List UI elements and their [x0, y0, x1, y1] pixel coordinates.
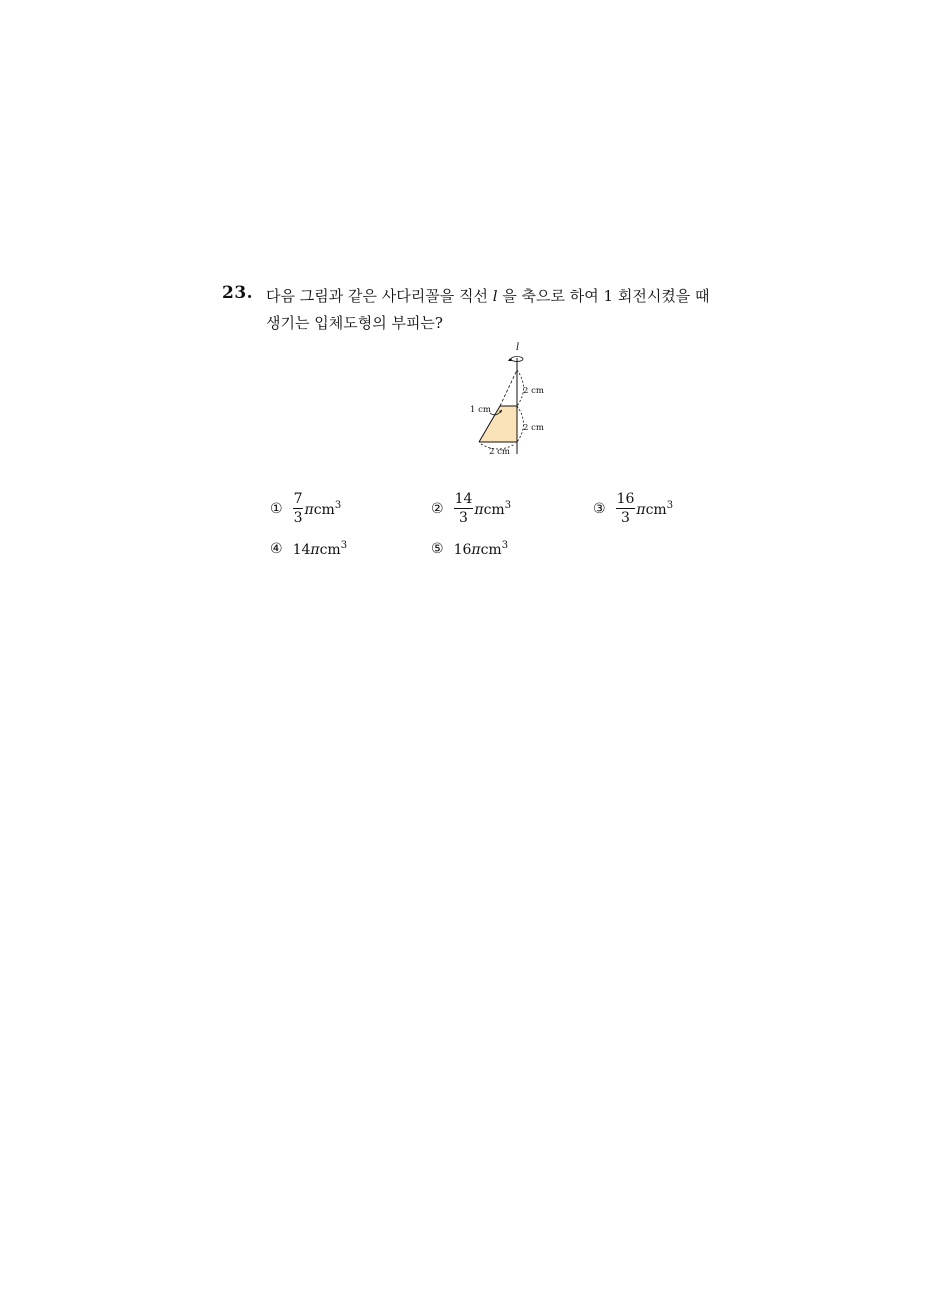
choice-4-value: 14πcm$^3$	[292, 540, 348, 558]
question-number: 23.	[222, 283, 254, 303]
choice-5[interactable]	[431, 540, 508, 558]
question-text-line-1-pre: 다음 그림과 같은 사다리꼴을 직선	[266, 287, 493, 305]
choice-2-fraction	[454, 491, 474, 526]
choice-3[interactable]	[593, 491, 673, 526]
question-text-line-1	[266, 283, 736, 310]
choice-4-marker: ④	[270, 541, 283, 557]
question-text-line-1-post: 을 축으로 하여 1 회전시켰을 때	[497, 287, 710, 305]
choice-3-numerator: 16	[616, 491, 635, 507]
label-bottom-2cm: 2 cm	[489, 447, 510, 457]
choice-2-unit: πcm$^3$	[474, 499, 512, 518]
label-top-2cm: 2 cm	[523, 386, 544, 396]
choice-1-fraction	[293, 491, 304, 526]
choice-3-fraction	[616, 491, 636, 526]
choice-1[interactable]	[270, 491, 341, 526]
apex-dashed-line	[500, 370, 517, 406]
question-text-line-2: 생기는 입체도형의 부피는?	[266, 314, 443, 332]
choice-1-numerator: 7	[293, 491, 303, 507]
question-text	[266, 283, 736, 337]
axis-label: l	[516, 342, 520, 353]
choice-5-marker: ⑤	[431, 541, 444, 557]
choice-1-unit: πcm$^3$	[304, 499, 342, 518]
choice-5-value: 16πcm$^3$	[453, 540, 509, 558]
choice-2-marker: ②	[431, 500, 444, 517]
choice-2-numerator: 14	[454, 491, 473, 507]
choice-2-denominator: 3	[459, 510, 468, 526]
label-right-2cm: 2 cm	[523, 423, 544, 433]
choice-3-unit: πcm$^3$	[636, 499, 674, 518]
choice-4[interactable]	[270, 540, 347, 558]
choice-3-denominator: 3	[621, 510, 630, 526]
axis-variable: l	[492, 287, 498, 305]
choice-1-denominator: 3	[293, 510, 303, 526]
choice-2[interactable]	[431, 491, 511, 526]
choice-3-marker: ③	[593, 500, 606, 517]
label-1cm: 1 cm	[470, 405, 491, 415]
trapezoid-rotation-figure	[466, 338, 556, 462]
choice-1-marker: ①	[270, 500, 283, 517]
